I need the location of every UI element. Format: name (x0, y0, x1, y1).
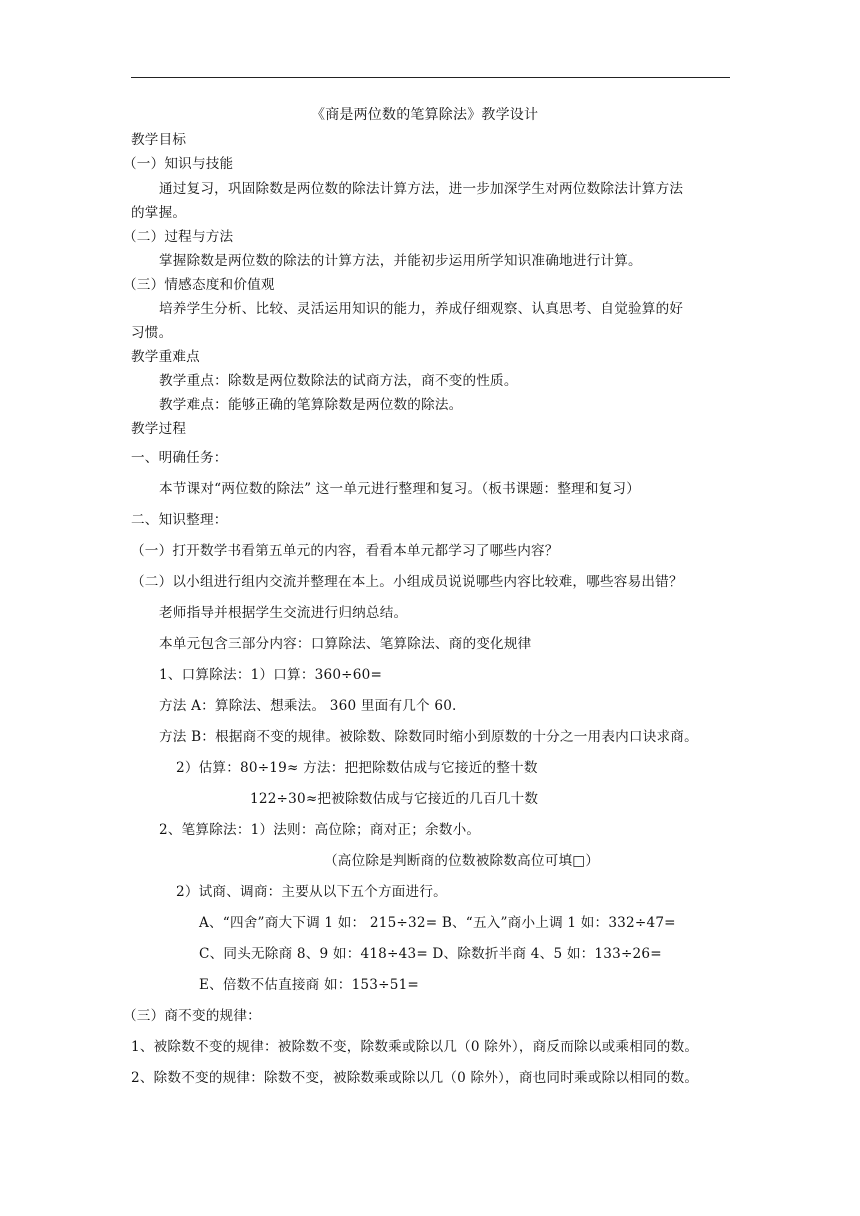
paragraph-line: 习惯。 (131, 325, 173, 341)
paragraph-line: 122÷30≈把被除数估成与它接近的几百几十数 (250, 791, 539, 807)
paragraph-line: 2）试商、调商：主要从以下五个方面进行。 (176, 884, 447, 900)
paragraph-line: 通过复习，巩固除数是两位数的除法计算方法，进一步加深学生对两位数除法计算方法 (159, 181, 684, 197)
heading-objectives: 教学目标 (131, 132, 187, 148)
paragraph-line: （一）打开数学书看第五单元的内容，看看本单元都学习了哪些内容？ (131, 543, 559, 559)
paragraph-line: 方法 B：根据商不变的规律。被除数、除数同时缩小到原数的十分之一用表内口诀求商。 (159, 729, 698, 745)
paragraph-line: 教学重点：除数是两位数除法的试商方法，商不变的性质。 (159, 373, 518, 389)
paragraph-line: C、同头无除商 8、9 如：418÷43= D、除数折半商 4、5 如：133÷26= (199, 946, 662, 962)
heading-key-points: 教学重难点 (131, 349, 200, 365)
paragraph-line: 1、被除数不变的规律：被除数不变，除数乘或除以几（0 除外），商反而除以或乘相同的数。 (131, 1039, 699, 1055)
section-heading: 一、明确任务： (131, 450, 228, 466)
paragraph-line: 2、除数不变的规律：除数不变，被除数乘或除以几（0 除外），商也同时乘或除以相同的数。 (131, 1070, 699, 1086)
header-rule (131, 77, 730, 78)
document-title: 《商是两位数的笔算除法》教学设计 (311, 107, 539, 123)
paragraph-line: 本单元包含三部分内容：口算除法、笔算除法、商的变化规律 (159, 636, 532, 652)
subheading-knowledge: （一）知识与技能 (123, 156, 234, 172)
subheading-attitude: （三）情感态度和价值观 (123, 277, 275, 293)
section-heading: （三）商不变的规律： (123, 1008, 261, 1024)
paragraph-line: 老师指导并根据学生交流进行归纳总结。 (159, 605, 408, 621)
subheading-process: （二）过程与方法 (123, 229, 234, 245)
paragraph-line: 1、口算除法：1）口算：360÷60= (159, 667, 383, 683)
section-heading: 二、知识整理： (131, 512, 228, 528)
paragraph-line: 培养学生分析、比较、灵活运用知识的能力，养成仔细观察、认真思考、自觉验算的好 (159, 301, 684, 317)
paragraph-line: （二）以小组进行组内交流并整理在本上。小组成员说说哪些内容比较难，哪些容易出错？ (131, 574, 683, 590)
paragraph-line: 方法 A：算除法、想乘法。 360 里面有几个 60. (159, 698, 457, 714)
paragraph-line: A、“四舍”商大下调 1 如： 215÷32= B、“五入”商小上调 1 如：332÷47= (199, 915, 676, 931)
paragraph-line: 2）估算：80÷19≈ 方法：把把除数估成与它接近的整十数 (176, 760, 538, 776)
paragraph-line: 教学难点：能够正确的笔算除数是两位数的除法。 (159, 397, 463, 413)
paragraph-line: 掌握除数是两位数的除法的计算方法，并能初步运用所学知识准确地进行计算。 (159, 253, 642, 269)
heading-process: 教学过程 (131, 421, 187, 437)
paragraph-line: E、倍数不估直接商 如：153÷51= (199, 977, 420, 993)
paragraph-line: （高位除是判断商的位数被除数高位可填□） (324, 853, 600, 869)
paragraph-line: 的掌握。 (131, 205, 187, 221)
paragraph-line: 本节课对“两位数的除法” 这一单元进行整理和复习。（板书课题：整理和复习） (159, 481, 641, 497)
paragraph-line: 2、笔算除法：1）法则：高位除；商对正；余数小。 (159, 822, 481, 838)
